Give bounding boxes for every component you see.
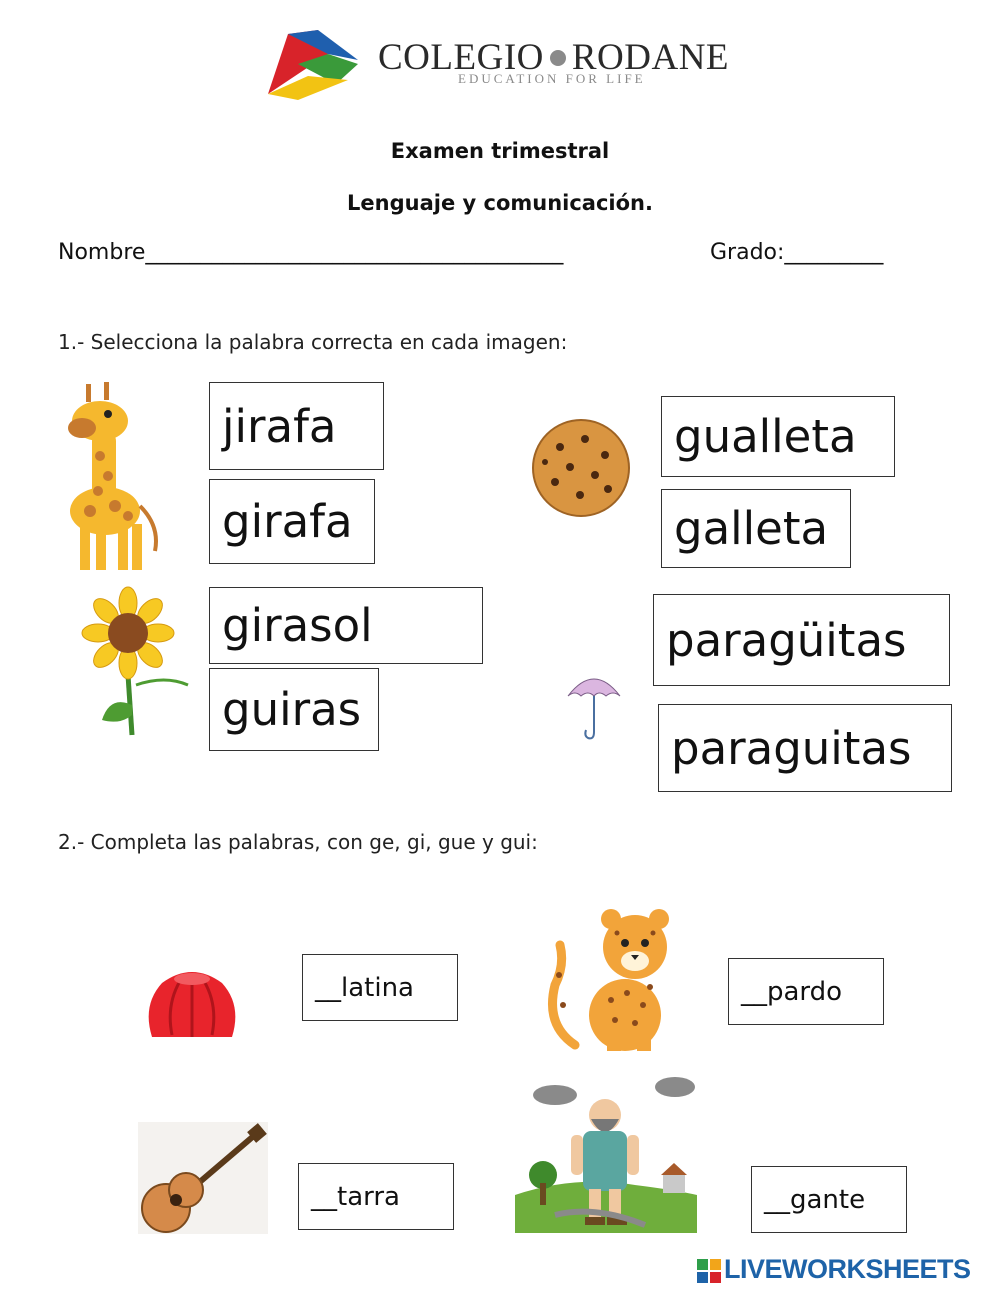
subject-title: Lenguaje y comunicación. <box>347 191 653 215</box>
exam-title: Examen trimestral <box>390 139 610 163</box>
option-galleta[interactable]: galleta <box>661 489 851 568</box>
option-gualleta[interactable]: gualleta <box>661 396 895 477</box>
option-guiras[interactable]: guiras <box>209 668 379 751</box>
blank-pardo[interactable]: __pardo <box>728 958 884 1025</box>
name-field: Nombre______________________________________ <box>58 240 564 265</box>
leopard-icon <box>545 905 685 1055</box>
section1-instruction: 1.- Selecciona la palabra correcta en cada imagen: <box>58 330 568 354</box>
option-girafa[interactable]: girafa <box>209 479 375 564</box>
logo-dot-icon <box>550 50 566 66</box>
option-paraguitas[interactable]: paraguitas <box>658 704 952 792</box>
section2-instruction: 2.- Completa las palabras, con ge, gi, gue y gui: <box>58 830 538 854</box>
sunflower-icon <box>70 585 190 740</box>
giant-icon <box>515 1075 697 1233</box>
option-girasol[interactable]: girasol <box>209 587 483 664</box>
school-tagline: EDUCATION FOR LIFE <box>458 71 646 86</box>
giraffe-icon <box>60 376 175 576</box>
cookie-icon <box>530 417 632 519</box>
guitar-icon <box>138 1122 268 1234</box>
blank-latina[interactable]: __latina <box>302 954 458 1021</box>
liveworksheets-logo-icon <box>697 1259 721 1283</box>
school-logo-icon <box>258 24 362 102</box>
option-jirafa[interactable]: jirafa <box>209 382 384 470</box>
liveworksheets-brand: LIVEWORKSHEETS <box>697 1254 971 1285</box>
blank-gante[interactable]: __gante <box>751 1166 907 1233</box>
grade-field: Grado:_________ <box>710 240 884 265</box>
blank-tarra[interactable]: __tarra <box>298 1163 454 1230</box>
jelly-icon <box>140 965 244 1041</box>
umbrella-icon <box>566 668 622 742</box>
school-name: COLEGIO RODANE <box>378 37 730 78</box>
option-paraguitas-dieresis[interactable]: paragüitas <box>653 594 950 686</box>
